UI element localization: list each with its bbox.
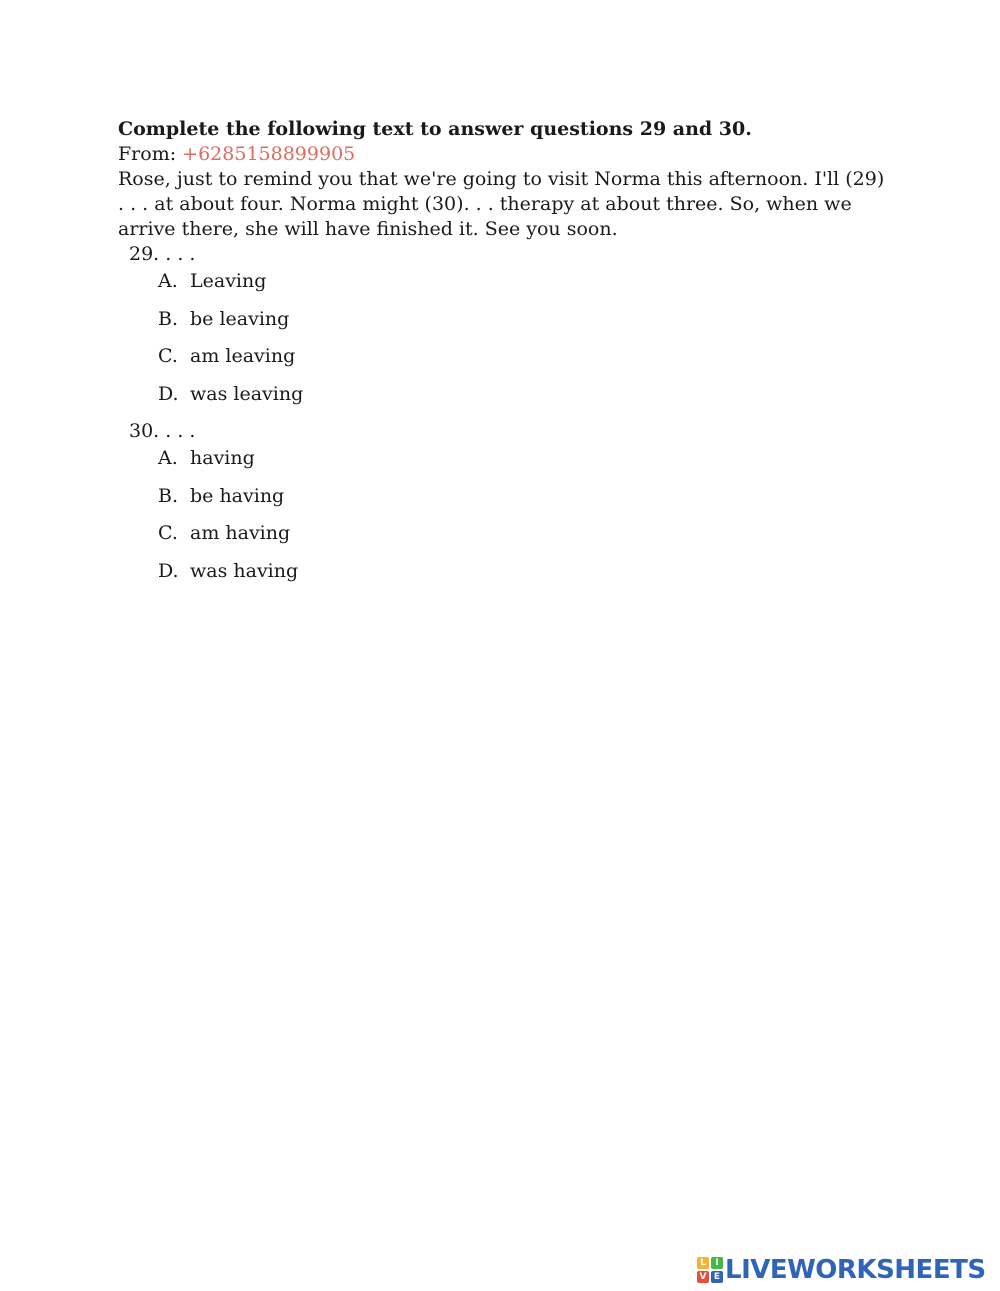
option-text: am having	[190, 522, 291, 544]
option-text: was having	[190, 559, 299, 582]
option-text: be leaving	[190, 307, 290, 330]
logo-mark-tile: I	[711, 1257, 723, 1269]
option-text: was leaving	[190, 382, 304, 405]
option-a[interactable]	[158, 269, 898, 294]
option-letter: B.	[158, 484, 179, 507]
option-text: be having	[190, 484, 285, 507]
question-30	[118, 419, 898, 584]
logo-mark-tile: L	[697, 1257, 709, 1269]
option-letter: D.	[158, 559, 179, 582]
logo-mark-tile: V	[697, 1271, 709, 1283]
logo-mark-icon	[697, 1257, 723, 1283]
question-number: 29. . . .	[129, 243, 196, 265]
sender-phone-number: +6285158899905	[182, 143, 356, 165]
logo-text: LIVEWORKSHEETS	[725, 1255, 986, 1285]
answer-options	[118, 269, 898, 407]
liveworksheets-logo	[697, 1255, 986, 1285]
logo-mark-tile: E	[711, 1271, 723, 1283]
option-text: having	[190, 447, 255, 469]
option-text: Leaving	[190, 270, 267, 292]
instruction-heading: Complete the following text to answer questions 29 and 30.	[118, 118, 752, 140]
option-c[interactable]	[158, 521, 898, 546]
option-letter: A.	[158, 447, 178, 469]
answer-options	[118, 446, 898, 584]
option-d[interactable]	[158, 382, 898, 407]
from-label: From:	[118, 143, 183, 165]
option-a[interactable]	[158, 446, 898, 471]
from-line	[118, 142, 898, 167]
option-letter: D.	[158, 382, 179, 405]
option-letter: B.	[158, 307, 179, 330]
option-b[interactable]	[158, 307, 898, 332]
option-b[interactable]	[158, 484, 898, 509]
option-letter: A.	[158, 270, 178, 292]
option-c[interactable]	[158, 344, 898, 369]
question-29	[118, 242, 898, 407]
question-number: 30. . . .	[129, 420, 196, 442]
message-text: Rose, just to remind you that we're going to visit Norma this afternoon. I'll (29) . . . at about four. Norma might (30). . . therapy at about three. So, when we arrive there, she will have finished it. See you soon.	[118, 168, 885, 240]
worksheet-content	[118, 117, 898, 596]
option-letter: C.	[158, 522, 178, 544]
option-text: am leaving	[190, 345, 296, 367]
option-d[interactable]	[158, 559, 898, 584]
option-letter: C.	[158, 345, 178, 367]
